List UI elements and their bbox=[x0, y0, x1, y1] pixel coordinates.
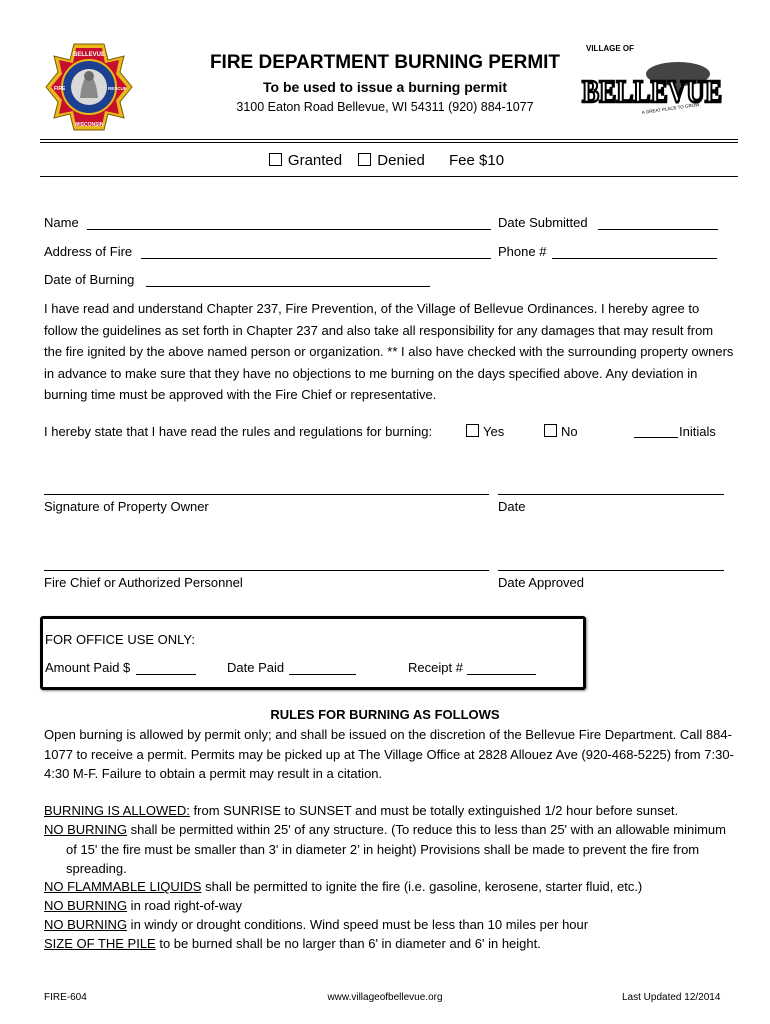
amount-paid-label: Amount Paid $ bbox=[45, 660, 131, 675]
website-link[interactable]: www.villageofbellevue.org bbox=[327, 992, 443, 1003]
rule-heading: SIZE OF THE PILE bbox=[44, 936, 156, 951]
last-updated: Last Updated 12/2014 bbox=[622, 992, 721, 1003]
date-label: Date bbox=[498, 499, 526, 514]
rule-heading: BURNING IS ALLOWED: bbox=[44, 803, 190, 818]
rule-item bbox=[44, 877, 734, 897]
rule-item bbox=[44, 896, 734, 916]
denied-checkbox[interactable] bbox=[358, 153, 371, 166]
divider-top-2 bbox=[40, 142, 738, 143]
rules-intro: Open burning is allowed by permit only; and shall be issued on the discretion of the Bellevue Fire Department. Call 884-1077 to receive a permit. Permits may be picked up at The Village Office at 2828 Allouez Ave (920-468-5225) from 7:30-4:30 M-F. Failure to obtain a permit may result in a citation. bbox=[44, 727, 734, 781]
rule-item bbox=[44, 801, 734, 821]
rule-item bbox=[44, 915, 734, 935]
badge-left-text: FIRE bbox=[54, 86, 66, 92]
name-label: Name bbox=[44, 215, 79, 230]
chief-signature-label: Fire Chief or Authorized Personnel bbox=[44, 575, 243, 590]
rule-item bbox=[44, 820, 738, 879]
granted-label: Granted bbox=[287, 152, 343, 169]
rule-item bbox=[44, 934, 734, 954]
no-option bbox=[544, 424, 578, 439]
address-of-fire-field[interactable] bbox=[141, 258, 491, 259]
initials-label: Initials bbox=[679, 424, 716, 439]
date-submitted-label: Date Submitted bbox=[498, 215, 588, 230]
rule-heading: NO FLAMMABLE LIQUIDS bbox=[44, 879, 202, 894]
yes-label: Yes bbox=[483, 424, 505, 439]
rule-text: from SUNRISE to SUNSET and must be totally extinguished 1/2 hour before sunset. bbox=[189, 803, 679, 818]
yes-checkbox[interactable] bbox=[466, 424, 479, 437]
no-checkbox[interactable] bbox=[544, 424, 557, 437]
date-line[interactable] bbox=[498, 494, 724, 495]
rule-heading: NO BURNING bbox=[44, 822, 128, 837]
rule-text: shall be permitted to ignite the fire (i.e. gasoline, kerosene, starter fluid, etc.) bbox=[201, 879, 643, 894]
office-use-heading: FOR OFFICE USE ONLY: bbox=[45, 632, 196, 647]
form-number: FIRE-604 bbox=[44, 992, 87, 1003]
date-of-burning-label: Date of Burning bbox=[44, 272, 135, 287]
divider-top bbox=[40, 139, 738, 140]
rule-text: shall be permitted within 25' of any structure. (To reduce this to less than 25' with an allowable minimum of 15' the fire must be smaller than 3' in diameter 2’ in height) Provisions shall be made to prevent the fire from spreading. bbox=[66, 822, 726, 876]
permit-status-row bbox=[0, 152, 770, 169]
receipt-field[interactable] bbox=[467, 674, 536, 675]
form-title: FIRE DEPARTMENT BURNING PERMIT bbox=[209, 52, 561, 73]
rule-heading: NO BURNING bbox=[44, 898, 128, 913]
phone-label: Phone # bbox=[498, 244, 547, 259]
rules-title: RULES FOR BURNING AS FOLLOWS bbox=[270, 707, 500, 722]
phone-field[interactable] bbox=[552, 258, 717, 259]
date-paid-label: Date Paid bbox=[227, 660, 285, 675]
rule-text: in windy or drought conditions. Wind speed must be less than 10 miles per hour bbox=[127, 917, 589, 932]
date-approved-label: Date Approved bbox=[498, 575, 585, 590]
date-of-burning-field[interactable] bbox=[146, 286, 430, 287]
divider-bottom bbox=[40, 176, 738, 177]
name-field[interactable] bbox=[87, 229, 491, 230]
yes-option bbox=[466, 424, 504, 439]
date-approved-line[interactable] bbox=[498, 570, 724, 571]
agreement-paragraph: I have read and understand Chapter 237, Fire Prevention, of the Village of Bellevue Ordinances. I hereby agree to follow the guidelines as set forth in Chapter 237 and also take all responsibility for any damages that may result from the fire ignited by the above named person or organization. ** I also have checked with the surrounding property owners in advance to make sure that they have no objections to me burning on the days specified above. Any deviation in burning time must be approved with the Fire Chief or representative. bbox=[44, 301, 734, 402]
office-use-box bbox=[40, 616, 586, 690]
rule-text: to be burned shall be no larger than 6' in diameter and 6' in height. bbox=[155, 936, 541, 951]
village-of-text: VILLAGE OF bbox=[586, 44, 634, 53]
statement-text: I hereby state that I have read the rules and regulations for burning: bbox=[44, 424, 433, 439]
rule-text: in road right-of-way bbox=[127, 898, 242, 913]
department-address: 3100 Eaton Road Bellevue, WI 54311 (920) 884-1077 bbox=[236, 100, 534, 114]
date-paid-field[interactable] bbox=[289, 674, 356, 675]
chief-signature-line[interactable] bbox=[44, 570, 489, 571]
badge-right-text: RESCUE bbox=[108, 86, 127, 91]
denied-label: Denied bbox=[377, 152, 425, 169]
owner-signature-line[interactable] bbox=[44, 494, 489, 495]
badge-top-text: BELLEVUE bbox=[72, 52, 106, 58]
rule-heading: NO BURNING bbox=[44, 917, 128, 932]
no-label: No bbox=[561, 424, 578, 439]
fee-label: Fee $10 bbox=[449, 152, 505, 169]
owner-signature-label: Signature of Property Owner bbox=[44, 499, 209, 514]
amount-paid-field[interactable] bbox=[136, 674, 196, 675]
form-subtitle: To be used to issue a burning permit bbox=[263, 79, 507, 95]
receipt-label: Receipt # bbox=[408, 660, 463, 675]
logo-tagline: A GREAT PLACE TO GROW bbox=[641, 101, 700, 115]
granted-checkbox[interactable] bbox=[269, 153, 282, 166]
initials-field[interactable] bbox=[634, 437, 678, 438]
address-of-fire-label: Address of Fire bbox=[44, 244, 133, 259]
date-submitted-field[interactable] bbox=[598, 229, 718, 230]
bellevue-wordmark: BELLEVUE bbox=[582, 73, 722, 109]
badge-bottom-text: WISCONSIN bbox=[74, 122, 104, 128]
